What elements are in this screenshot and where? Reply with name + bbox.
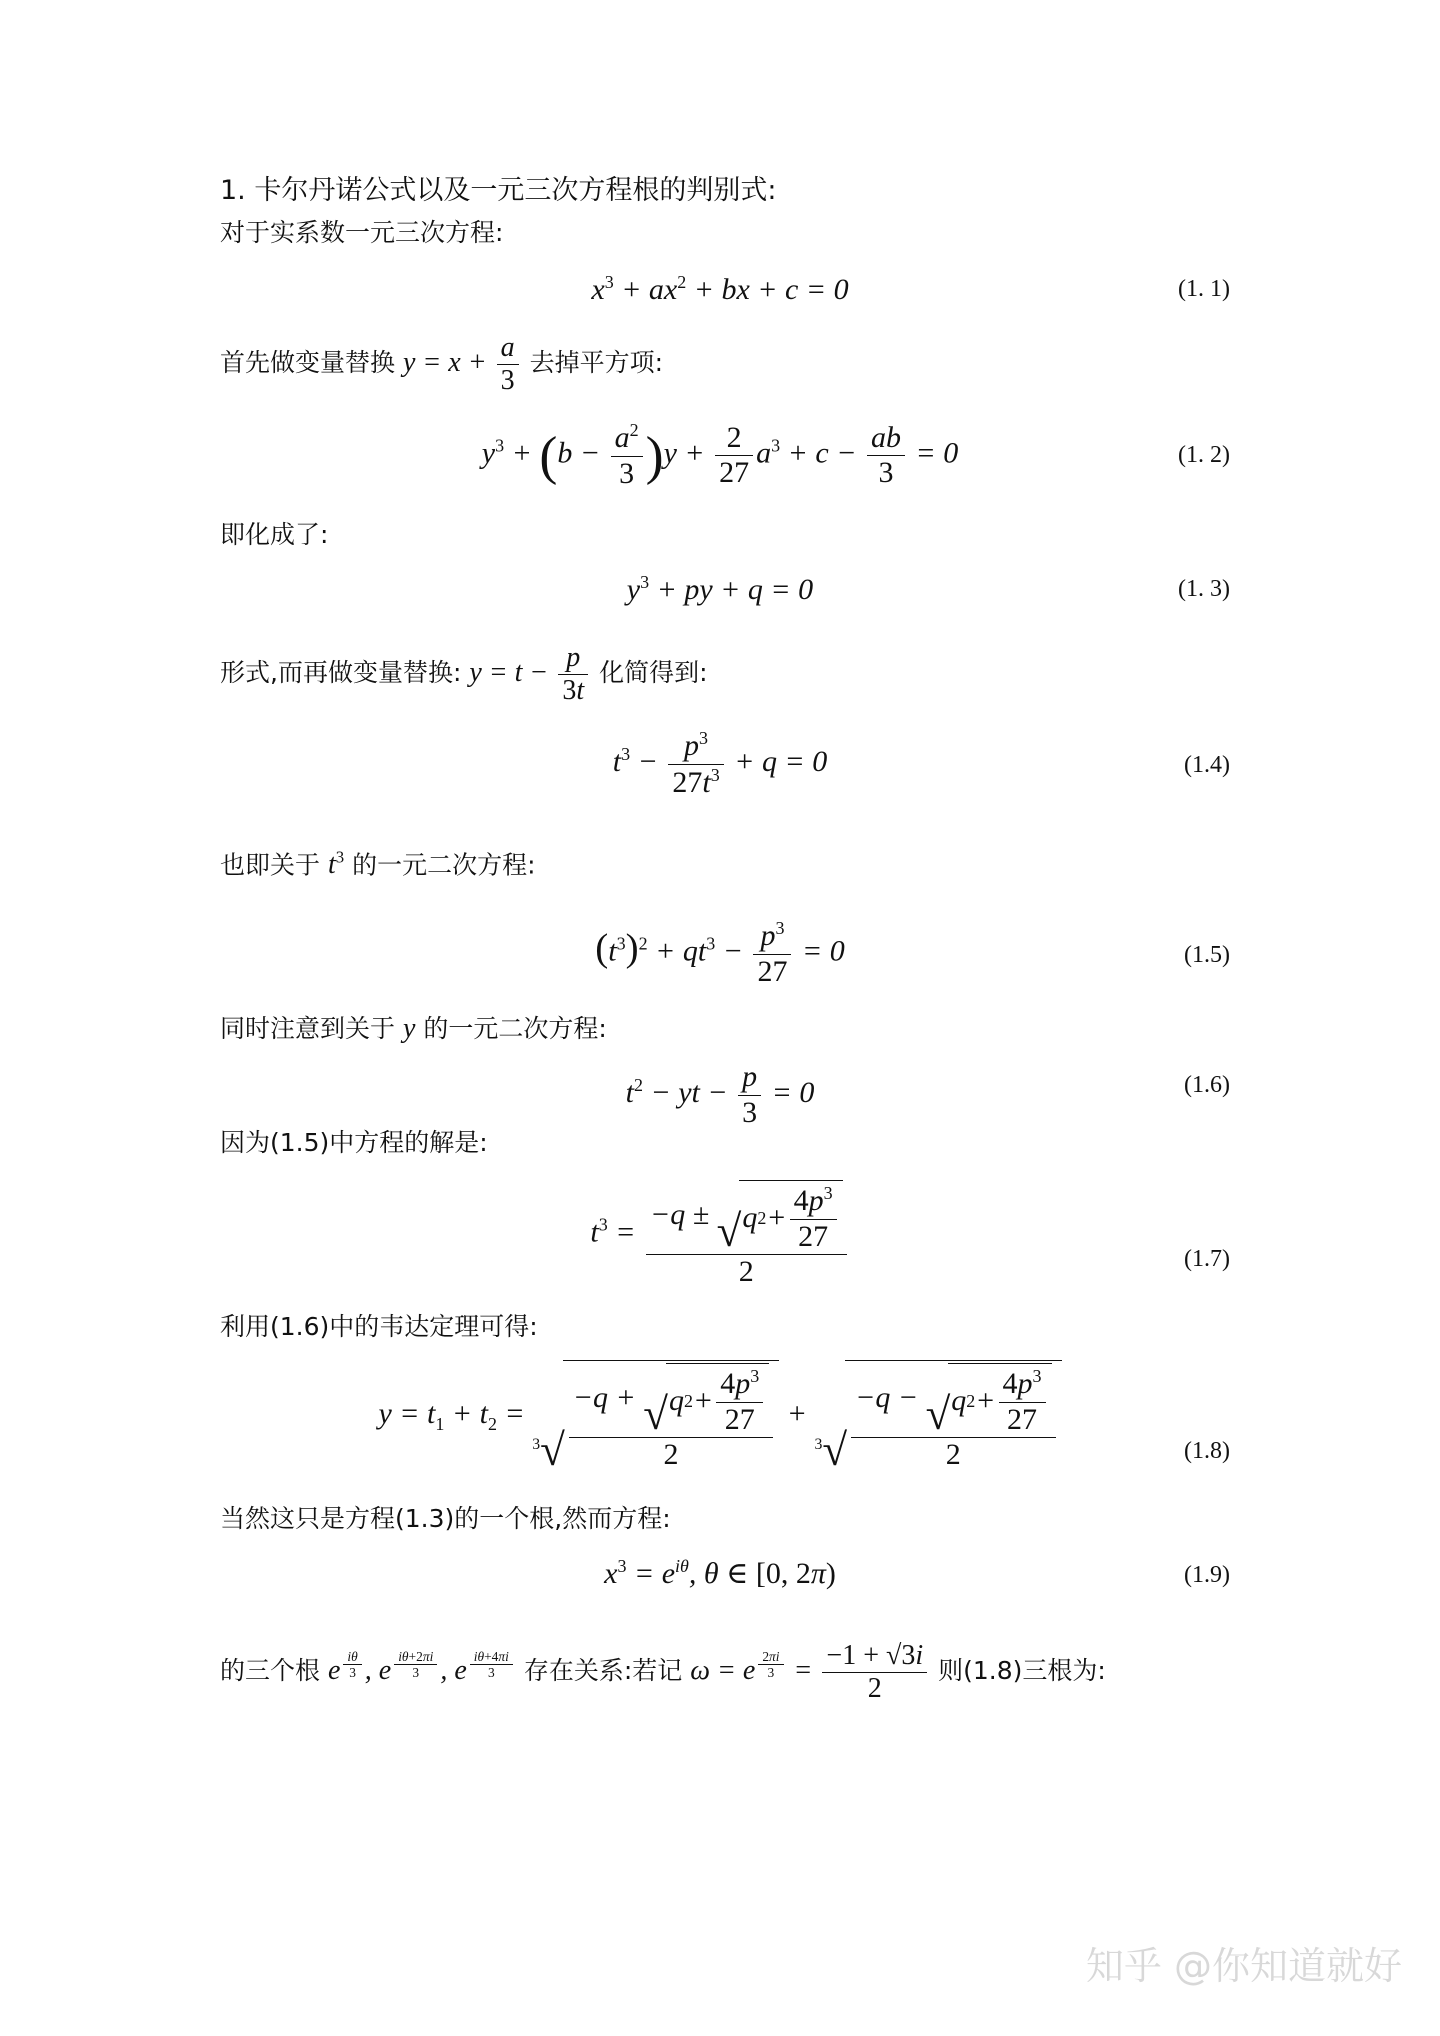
eq-number-1-7: (1.7): [1184, 1246, 1230, 1272]
three-roots-line: 的三个根 e $^{\frac{i\theta}{3}}$ , e $^{\frac{i\theta+2\pi i}{3}}$ , e $^{\frac{i\theta+4\pi i}{3}}$ 存在关系:若记 ω = e $^{\frac{2\pi i}{3}}$ = $\frac{-1 + √3i}{2}$ 则(1.8)三根为:: [220, 1640, 1106, 1705]
vieta-label: 利用(1.6)中的韦达定理可得:: [220, 1312, 538, 1341]
eq-number-1-5: (1.5): [1184, 942, 1230, 968]
watermark: 知乎 @你知道就好: [1085, 1944, 1402, 1988]
equation-1-8: $y = t_1 + t_2$ = $^3$√ −q + √ q 2 + $4p^3$ 27 2 + $^3$√ −q − √ q 2 + $4p^3$ 27 2: [0, 1360, 1440, 1473]
substitution-before: 首先做变量替换: [220, 348, 396, 378]
second-sub-before: 形式,而再做变量替换:: [220, 658, 462, 688]
equation-1-9: $x^3 = e^{i\theta}$, θ ∈ [0, 2π): [604, 1556, 836, 1590]
equation-1-4: $t^3$ − $\frac{p^3}{27t^3}$ + q = 0: [612, 728, 828, 799]
solution-label: 因为(1.5)中方程的解是:: [220, 1128, 488, 1157]
equation-1-6: $t^2$ − yt − $\frac{p}{3}$ = 0: [625, 1060, 815, 1129]
eq-number-1-8: (1.8): [1184, 1438, 1230, 1464]
substitution-line: 首先做变量替换 y = x + $\frac{a}{3}$ 去掉平方项:: [220, 332, 664, 397]
equation-1-3: $y^3$ + py + q = 0: [626, 572, 814, 606]
eq-number-1-9: (1.9): [1184, 1562, 1230, 1588]
eq-number-1-1: (1. 1): [1178, 276, 1230, 302]
second-sub-after: 化简得到:: [599, 658, 708, 688]
eq-number-1-3: (1. 3): [1178, 576, 1230, 602]
eq-number-1-2: (1. 2): [1178, 442, 1230, 468]
intro-text: 对于实系数一元三次方程:: [220, 218, 504, 247]
section-heading: 1. 卡尔丹诺公式以及一元三次方程根的判别式:: [220, 175, 777, 206]
substitution-after: 去掉平方项:: [529, 348, 664, 378]
quad-t-line: 也即关于 $t^3$ 的一元二次方程:: [220, 848, 536, 881]
eq-number-1-6: (1.6): [1184, 1072, 1230, 1098]
equation-1-5: $(t^3)^2 + qt^3$ − $\frac{p^3}{27}$ = 0: [595, 918, 845, 988]
equation-1-7: $t^3$ = −q ± √ q 2 + $4p^3$ 27 2: [0, 1180, 1440, 1290]
quad-y-line: 同时注意到关于 y 的一元二次方程:: [220, 1013, 607, 1044]
one-root-label: 当然这只是方程(1.3)的一个根,然而方程:: [220, 1504, 671, 1533]
eq-number-1-4: (1.4): [1184, 752, 1230, 778]
second-substitution-line: 形式,而再做变量替换: y = t − $\frac{p}{3t}$ 化简得到:: [220, 642, 708, 707]
equation-1-2: $y^3 + (b$ − $\frac{a^2}{3}$ )y + $\frac{2}{27}$ $a^3 + c$ − $\frac{ab}{3}$ = 0: [481, 420, 959, 490]
reduced-label: 即化成了:: [220, 520, 329, 549]
equation-1-1: $x^3 + ax^2$ + bx + c = 0: [591, 272, 849, 306]
